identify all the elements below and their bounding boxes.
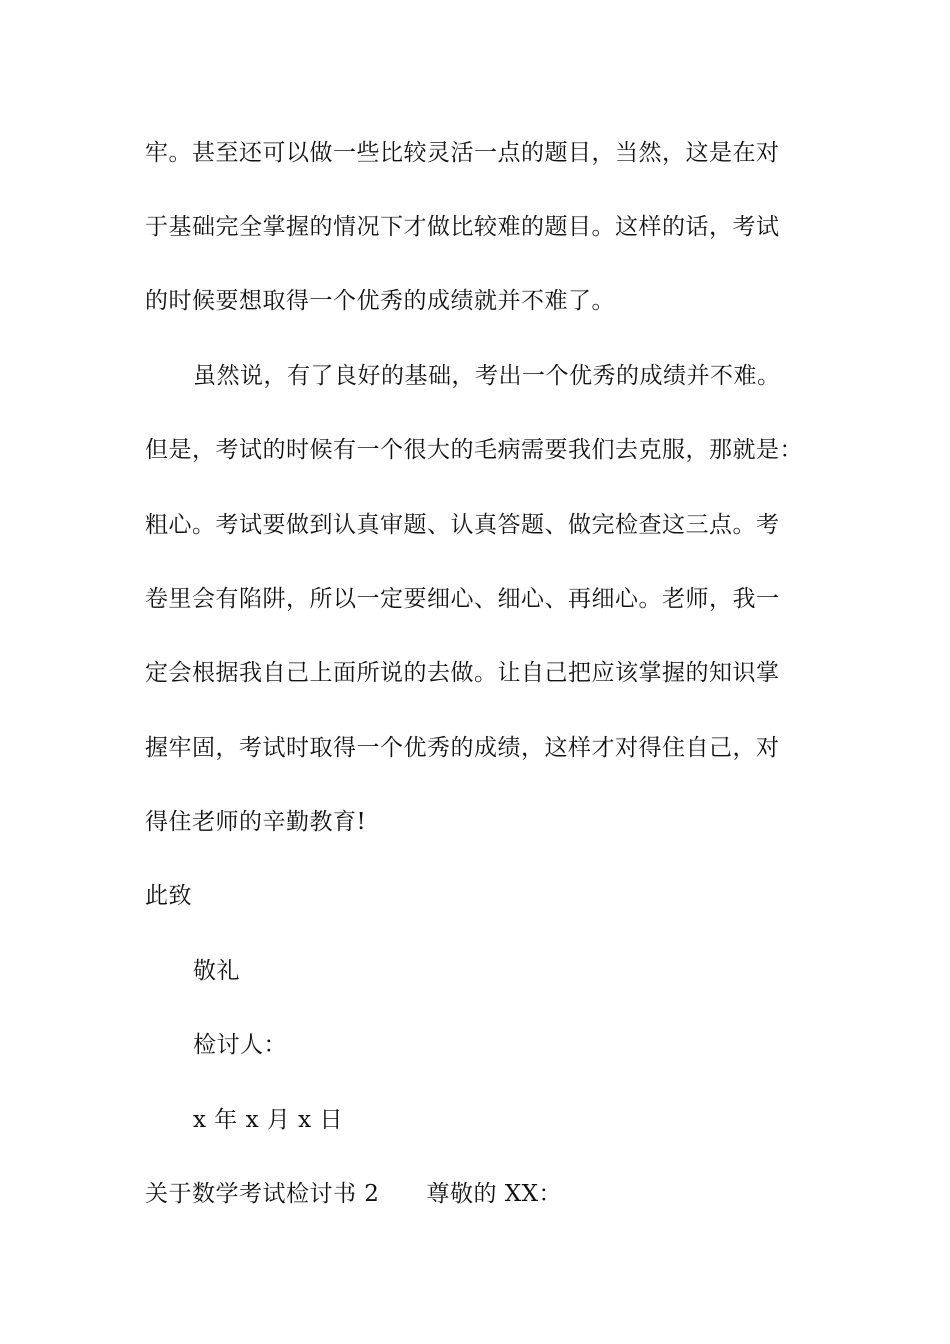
next-document-title: 关于数学考试检讨书 2 尊敬的 XX： [145,1181,563,1207]
body-text-line: 但是，考试的时候有一个很大的毛病需要我们去克服，那就是： [145,437,803,463]
body-text-line: 粗心。考试要做到认真审题、认真答题、做完检查这三点。考 [145,512,780,538]
body-text-line: 牢。甚至还可以做一些比较灵活一点的题目，当然，这是在对 [145,140,780,166]
closing-jingli: 敬礼 [193,958,240,984]
body-text-line: 定会根据我自己上面所说的去做。让自己把应该掌握的知识掌 [145,660,780,686]
body-text-line: 的时候要想取得一个优秀的成绩就并不难了。 [145,288,615,314]
body-text-line: 得住老师的辛勤教育! [145,809,367,835]
body-text-line: 握牢固，考试时取得一个优秀的成绩，这样才对得住自己，对 [145,735,780,761]
body-text-line: 虽然说，有了良好的基础，考出一个优秀的成绩并不难。 [193,363,781,389]
closing-cizhi: 此致 [145,883,192,909]
signer-label: 检讨人： [193,1032,287,1058]
body-text-line: 卷里会有陷阱，所以一定要细心、细心、再细心。老师，我一 [145,586,780,612]
body-text-line: 于基础完全掌握的情况下才做比较难的题目。这样的话，考试 [145,214,780,240]
date-line: x 年 x 月 x 日 [193,1107,343,1133]
